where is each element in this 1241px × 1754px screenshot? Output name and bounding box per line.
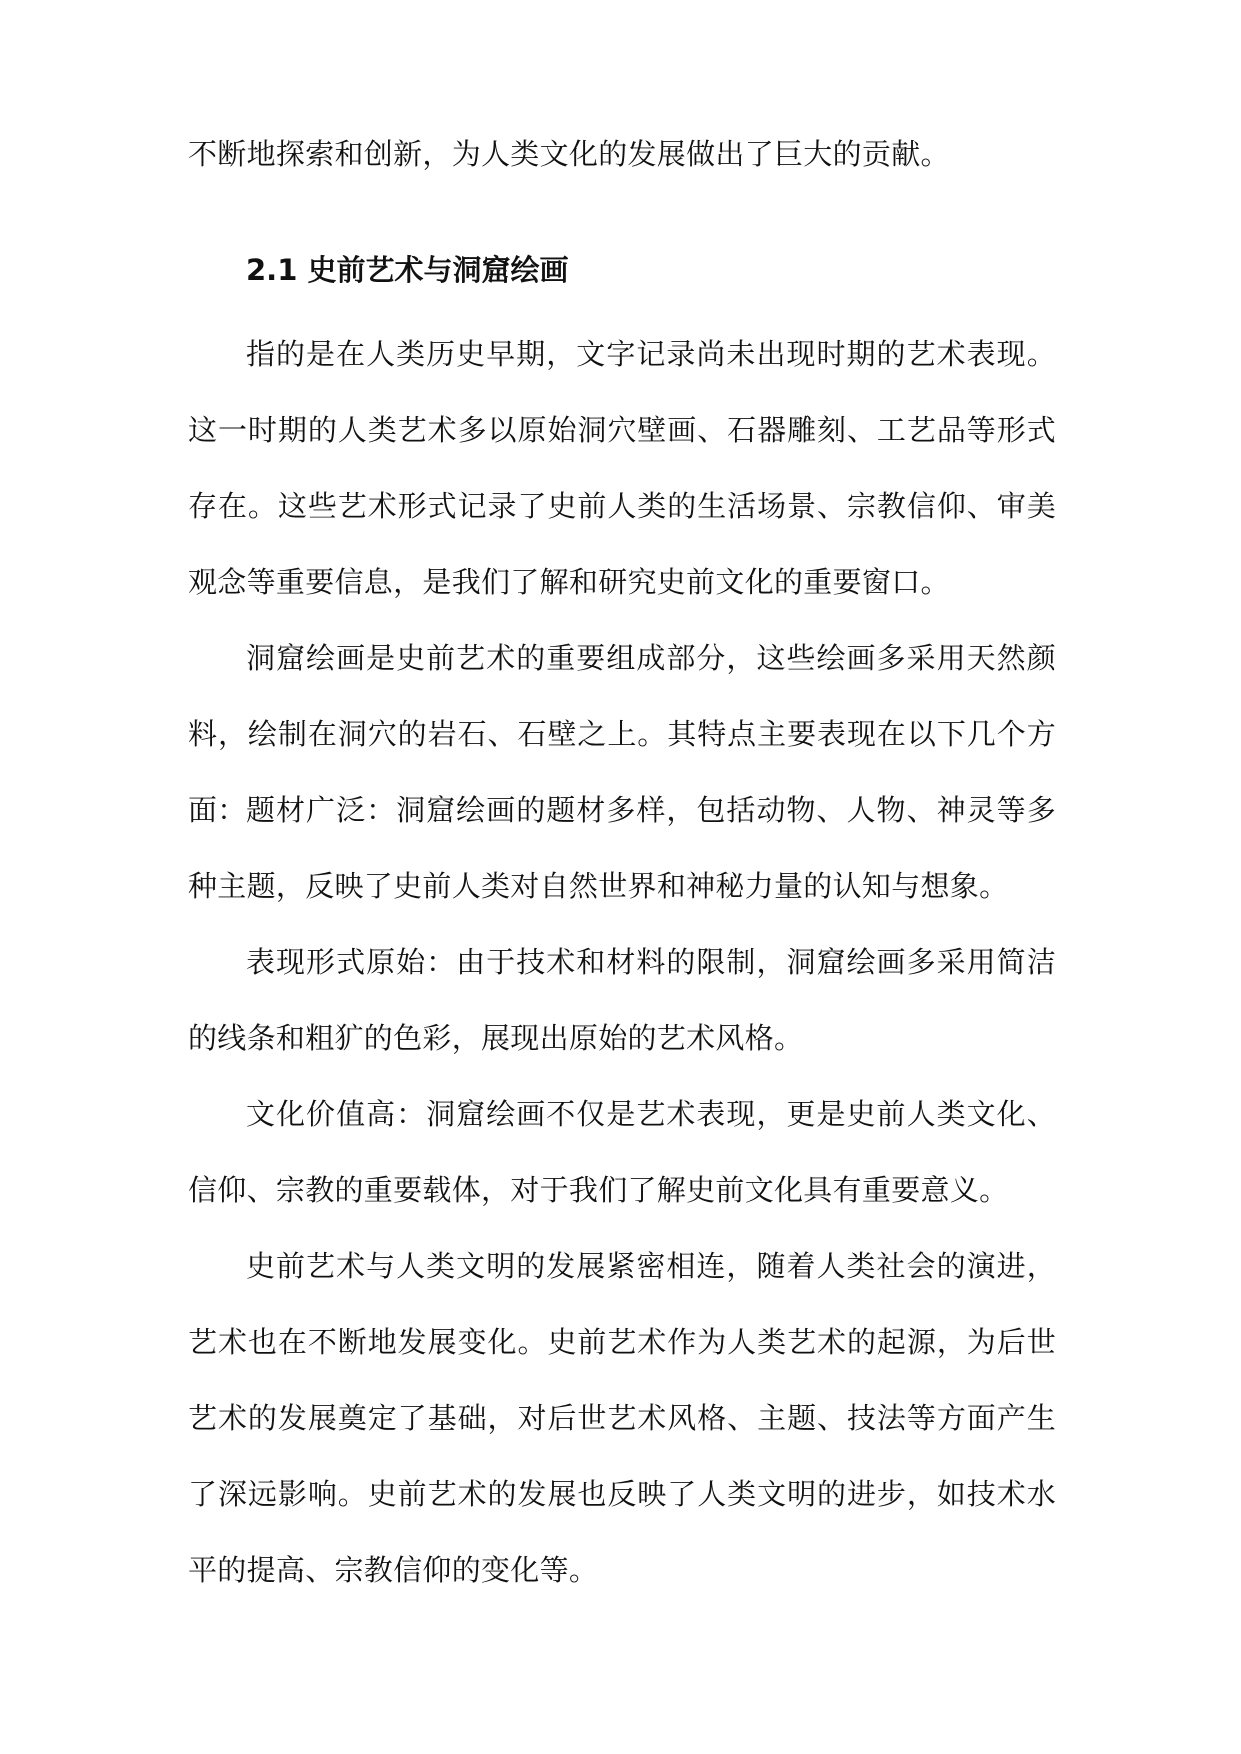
- continuation-paragraph: 不断地探索和创新，为人类文化的发展做出了巨大的贡献。: [188, 137, 950, 171]
- paragraph-civilization-development: 史前艺术与人类文明的发展紧密相连，随着人类社会的演进，艺术也在不断地发展变化。史前艺术作为人类艺术的起源，为后世艺术的发展奠定了基础，对后世艺术风格、主题、技法等方面产生了深远影响。史前艺术的发展也反映了人类文明的进步，如技术水平的提高、宗教信仰的变化等。: [188, 1249, 1056, 1587]
- paragraph-broad-subjects: 题材广泛：洞窟绘画的题材多样，包括动物、人物、神灵等多种主题，反映了史前人类对自然世界和神秘力量的认知与想象。: [188, 793, 1056, 903]
- paragraph-primitive-forms: 表现形式原始：由于技术和材料的限制，洞窟绘画多采用简洁的线条和粗犷的色彩，展现出原始的艺术风格。: [188, 945, 1056, 1055]
- section-heading: 2.1 史前艺术与洞窟绘画: [246, 253, 569, 287]
- paragraph-cave-painting-intro: 洞窟绘画是史前艺术的重要组成部分，这些绘画多采用天然颜料，绘制在洞穴的岩石、石壁之上。其特点主要表现在以下几个方面：: [188, 641, 1056, 827]
- paragraph-cultural-value: 文化价值高：洞窟绘画不仅是艺术表现，更是史前人类文化、信仰、宗教的重要载体，对于我们了解史前文化具有重要意义。: [188, 1097, 1056, 1207]
- paragraph-prehistoric-art-definition: 指的是在人类历史早期，文字记录尚未出现时期的艺术表现。这一时期的人类艺术多以原始洞穴壁画、石器雕刻、工艺品等形式存在。这些艺术形式记录了史前人类的生活场景、宗教信仰、审美观念等重要信息，是我们了解和研究史前文化的重要窗口。: [188, 337, 1056, 599]
